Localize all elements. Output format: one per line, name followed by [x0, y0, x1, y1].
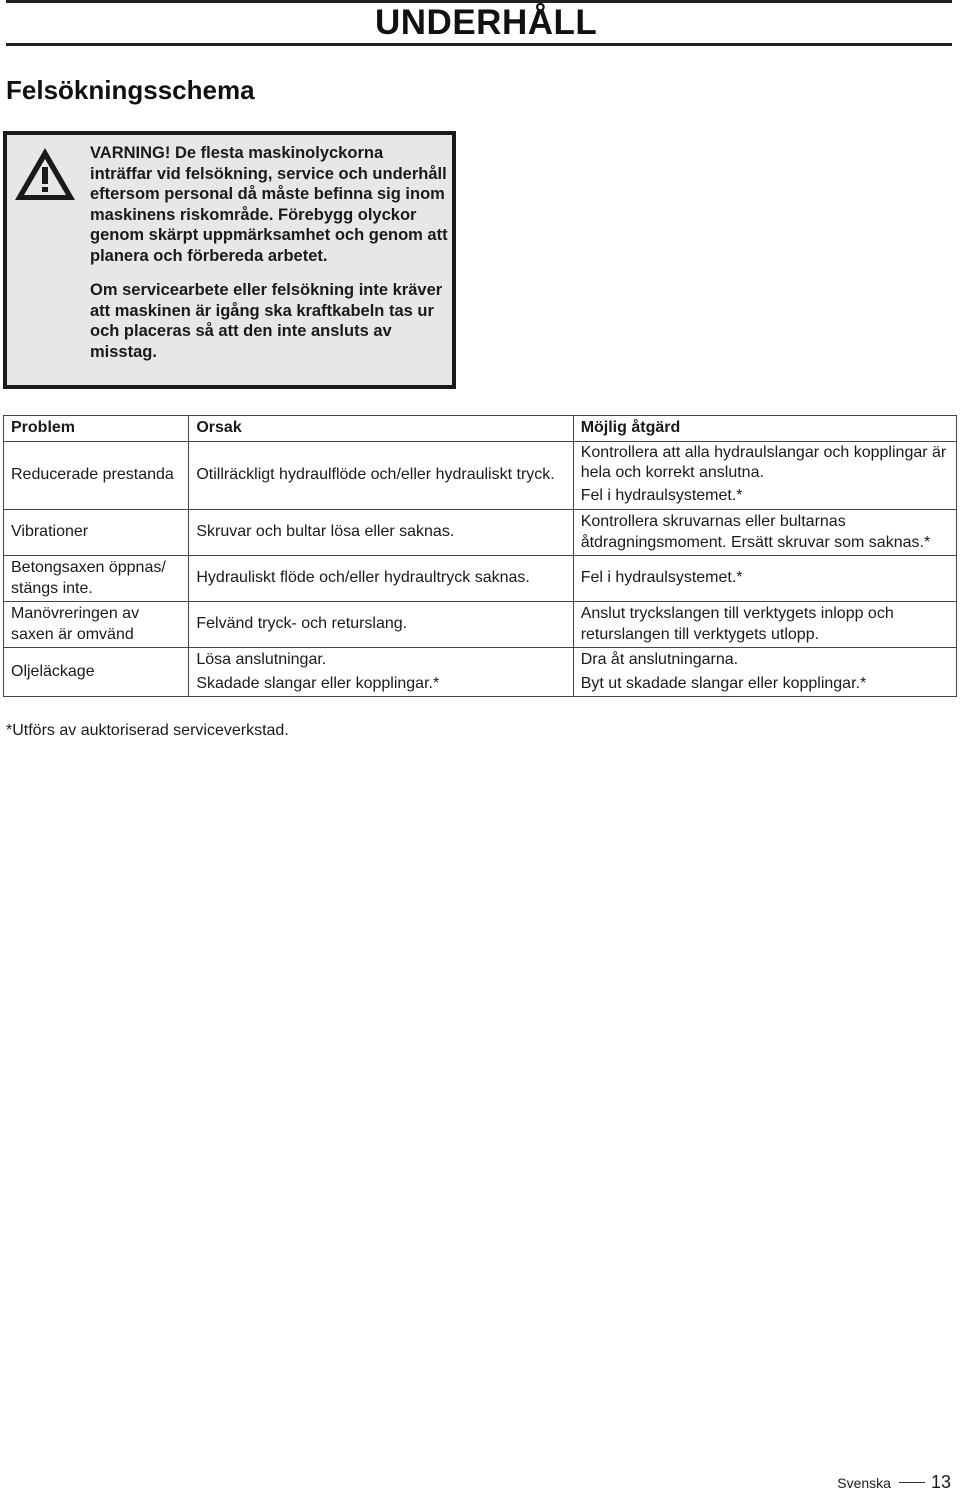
problem-cell: Betongsaxen öppnas/ stängs inte. [4, 556, 189, 602]
column-header-action: Möjlig åtgärd [573, 416, 956, 442]
problem-cell: Manövreringen av saxen är omvänd [4, 602, 189, 648]
action-cell: Fel i hydraulsystemet.* [573, 556, 956, 602]
action-cell: Byt ut skadade slangar eller kopplingar.* [573, 672, 956, 697]
problem-cell: Vibrationer [4, 510, 189, 556]
table-row [4, 510, 957, 556]
cause-cell: Skruvar och bultar lösa eller saknas. [189, 510, 573, 556]
action-cell: Fel i hydraulsystemet.* [573, 484, 956, 510]
page-number: 13 [930, 1472, 951, 1492]
cause-cell: Otillräckligt hydraulflöde och/eller hydrauliskt tryck. [189, 441, 573, 510]
footer-dash [899, 1482, 925, 1484]
action-cell: Dra åt anslutningarna. [573, 648, 956, 672]
problem-cell: Oljeläckage [4, 648, 189, 697]
warning-paragraph-1: VARNING! De flesta maskinolyckorna inträffar vid felsökning, service och underhåll eftersom personal då måste befinna sig inom maskinens riskområde. Förebygg olyckor genom skärpt uppmärksamhet och genom att planera och förbereda arbetet. [90, 144, 448, 265]
table-row [4, 556, 957, 602]
table-row [4, 602, 957, 648]
action-cell: Anslut tryckslangen till verktygets inlopp och returslangen till verktygets utlopp. [573, 602, 956, 648]
cause-cell: Hydrauliskt flöde och/eller hydraultryck saknas. [189, 556, 573, 602]
action-cell: Kontrollera skruvarnas eller bultarnas åtdragningsmoment. Ersätt skruvar som saknas.* [573, 510, 956, 556]
table-row [4, 441, 957, 484]
warning-paragraph-2: Om servicearbete eller felsökning inte kräver att maskinen är igång ska kraftkabeln tas ur och placeras så att den inte ansluts av misstag. [90, 281, 443, 361]
page-header-title: UNDERHÅLL [375, 3, 598, 42]
troubleshooting-table [3, 415, 957, 697]
page-footer [837, 1472, 951, 1493]
cause-cell: Skadade slangar eller kopplingar.* [189, 672, 573, 697]
table-row [4, 648, 957, 672]
cause-cell: Felvänd tryck- och returslang. [189, 602, 573, 648]
header-bottom-rule [6, 43, 952, 46]
problem-cell: Reducerade prestanda [4, 441, 189, 510]
warning-triangle-icon [13, 145, 77, 203]
footnote: *Utförs av auktoriserad serviceverkstad. [6, 722, 289, 739]
warning-box [3, 131, 456, 389]
footer-language: Svenska [837, 1474, 891, 1491]
cause-cell: Lösa anslutningar. [189, 648, 573, 672]
warning-text [90, 143, 450, 376]
action-cell: Kontrollera att alla hydraulslangar och kopplingar är hela och korrekt anslutna. [573, 441, 956, 484]
section-title: Felsökningsschema [6, 75, 255, 105]
table-header-row [4, 416, 957, 442]
column-header-cause: Orsak [189, 416, 573, 442]
column-header-problem: Problem [4, 416, 189, 442]
